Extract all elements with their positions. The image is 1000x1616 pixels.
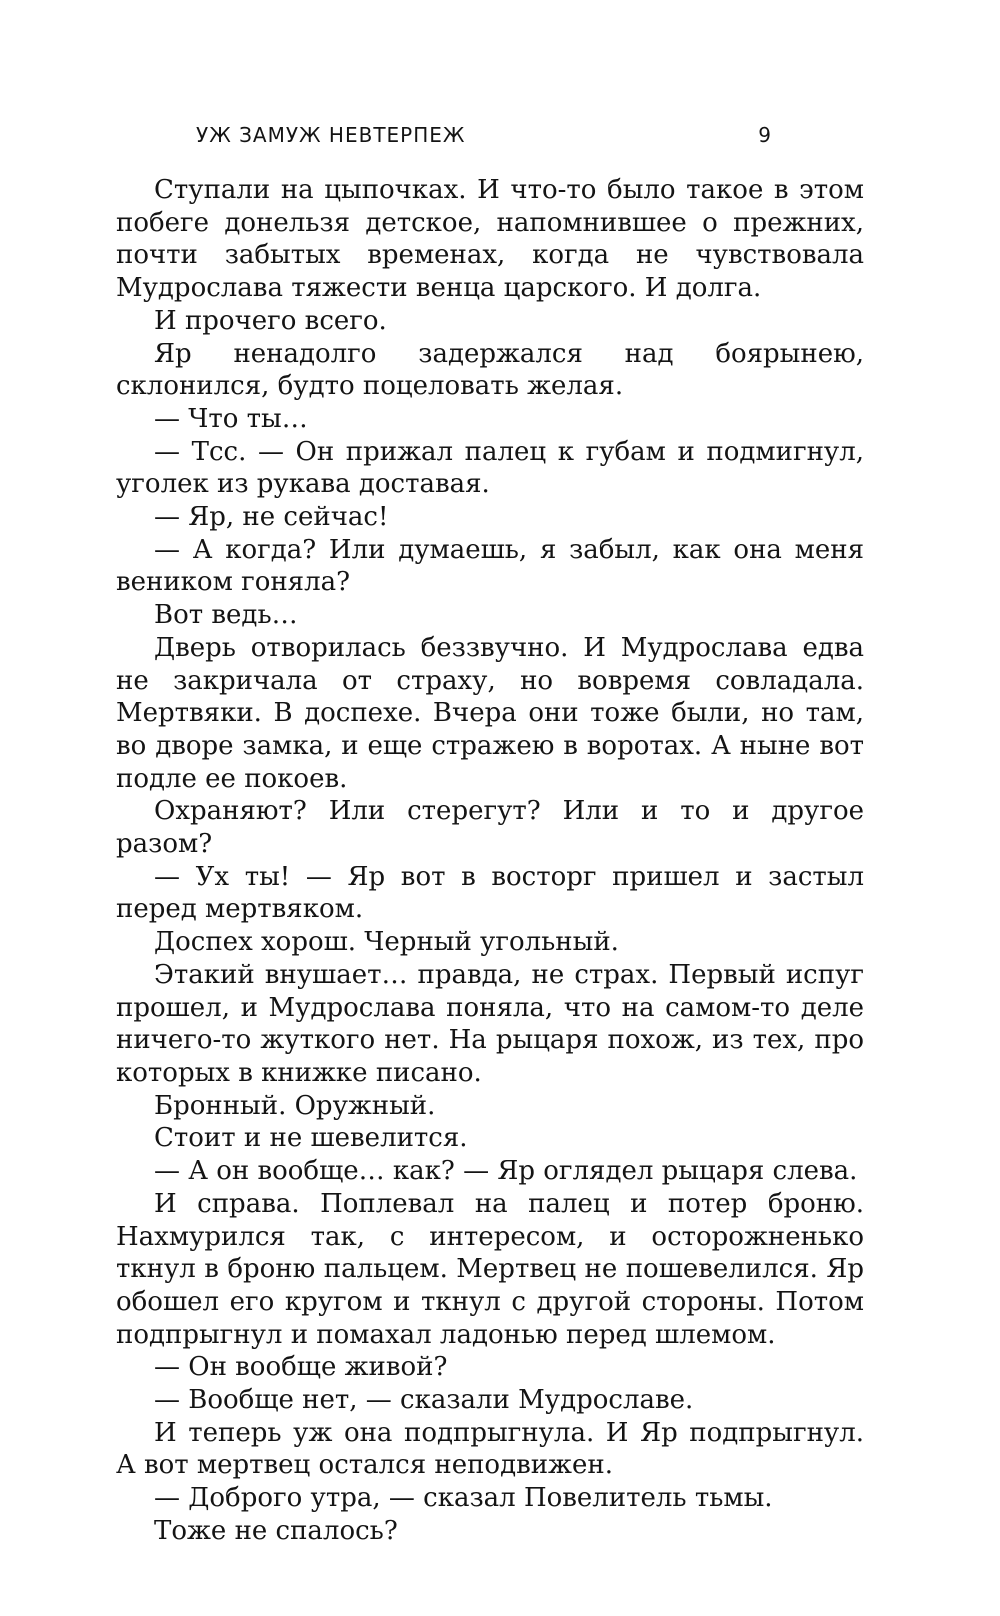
paragraph: Тоже не спалось? <box>154 1515 398 1546</box>
paragraph: Стоит и не шевелится. <box>154 1123 468 1154</box>
dialogue-line: — А он вообще… как? — Яр оглядел рыцаря слева. <box>154 1156 858 1187</box>
paragraph: И теперь уж она подпрыгнула. И Яр подпрыгнул. А вот мертвец остался неподвижен. <box>116 1417 864 1481</box>
paragraph: Этакий внушает… правда, не страх. Первый испуг прошел, и Мудрослава поняла, что на самом-то деле ничего-то жуткого нет. На рыцаря похож, из тех, про которых в книжке писано. <box>116 959 864 1088</box>
paragraph: Яр ненадолго задержался над боярынею, склонился, будто поцеловать желая. <box>116 338 864 402</box>
dialogue-line: — Что ты… <box>154 403 308 434</box>
dialogue-line: — Вообще нет, — сказали Мудрославе. <box>154 1385 694 1416</box>
dialogue-line: — Тсс. — Он прижал палец к губам и подмигнул, уголек из рукава доставая. <box>116 436 864 500</box>
paragraph: Ступали на цыпочках. И что-то было такое в этом побеге донельзя детское, напомнившее о прежних, почти забытых временах, когда не чувствовала Мудрослава тяжести венца царского. И долга. <box>116 175 864 304</box>
paragraph: И прочего всего. <box>154 305 387 336</box>
text-body <box>116 174 864 1548</box>
paragraph: Бронный. Оружный. <box>154 1090 436 1121</box>
dialogue-line: — А когда? Или думаешь, я забыл, как она меня веником гоняла? <box>116 534 864 598</box>
paragraph: Дверь отворилась беззвучно. И Мудрослава едва не закричала от страху, но вовремя совладала. Мертвяки. В доспехе. Вчера они тоже были, но там, во дворе замка, и еще стражею в воротах. А ныне вот подле ее покоев. <box>116 632 864 794</box>
dialogue-line: — Он вообще живой? <box>154 1352 448 1383</box>
dialogue-line: — Ух ты! — Яр вот в восторг пришел и застыл перед мертвяком. <box>116 861 864 925</box>
dialogue-line: — Яр, не сейчас! <box>154 502 389 533</box>
paragraph: Доспех хорош. Черный угольный. <box>154 927 619 958</box>
paragraph: И справа. Поплевал на палец и потер броню. Нахмурился так, с интересом, и осторожненько ткнул в броню пальцем. Мертвец не пошевелился. Яр обошел его кругом и ткнул с другой стороны. Потом подпрыгнул и помахал ладонью перед шлемом. <box>116 1188 864 1350</box>
paragraph: Охраняют? Или стерегут? Или и то и другое разом? <box>116 796 864 860</box>
page-number: 9 <box>758 123 772 147</box>
running-title: УЖ ЗАМУЖ НЕВТЕРПЕЖ <box>196 123 466 147</box>
running-head <box>196 119 772 151</box>
dialogue-line: — Доброго утра, — сказал Повелитель тьмы. <box>154 1483 773 1514</box>
paragraph: Вот ведь… <box>154 600 298 631</box>
